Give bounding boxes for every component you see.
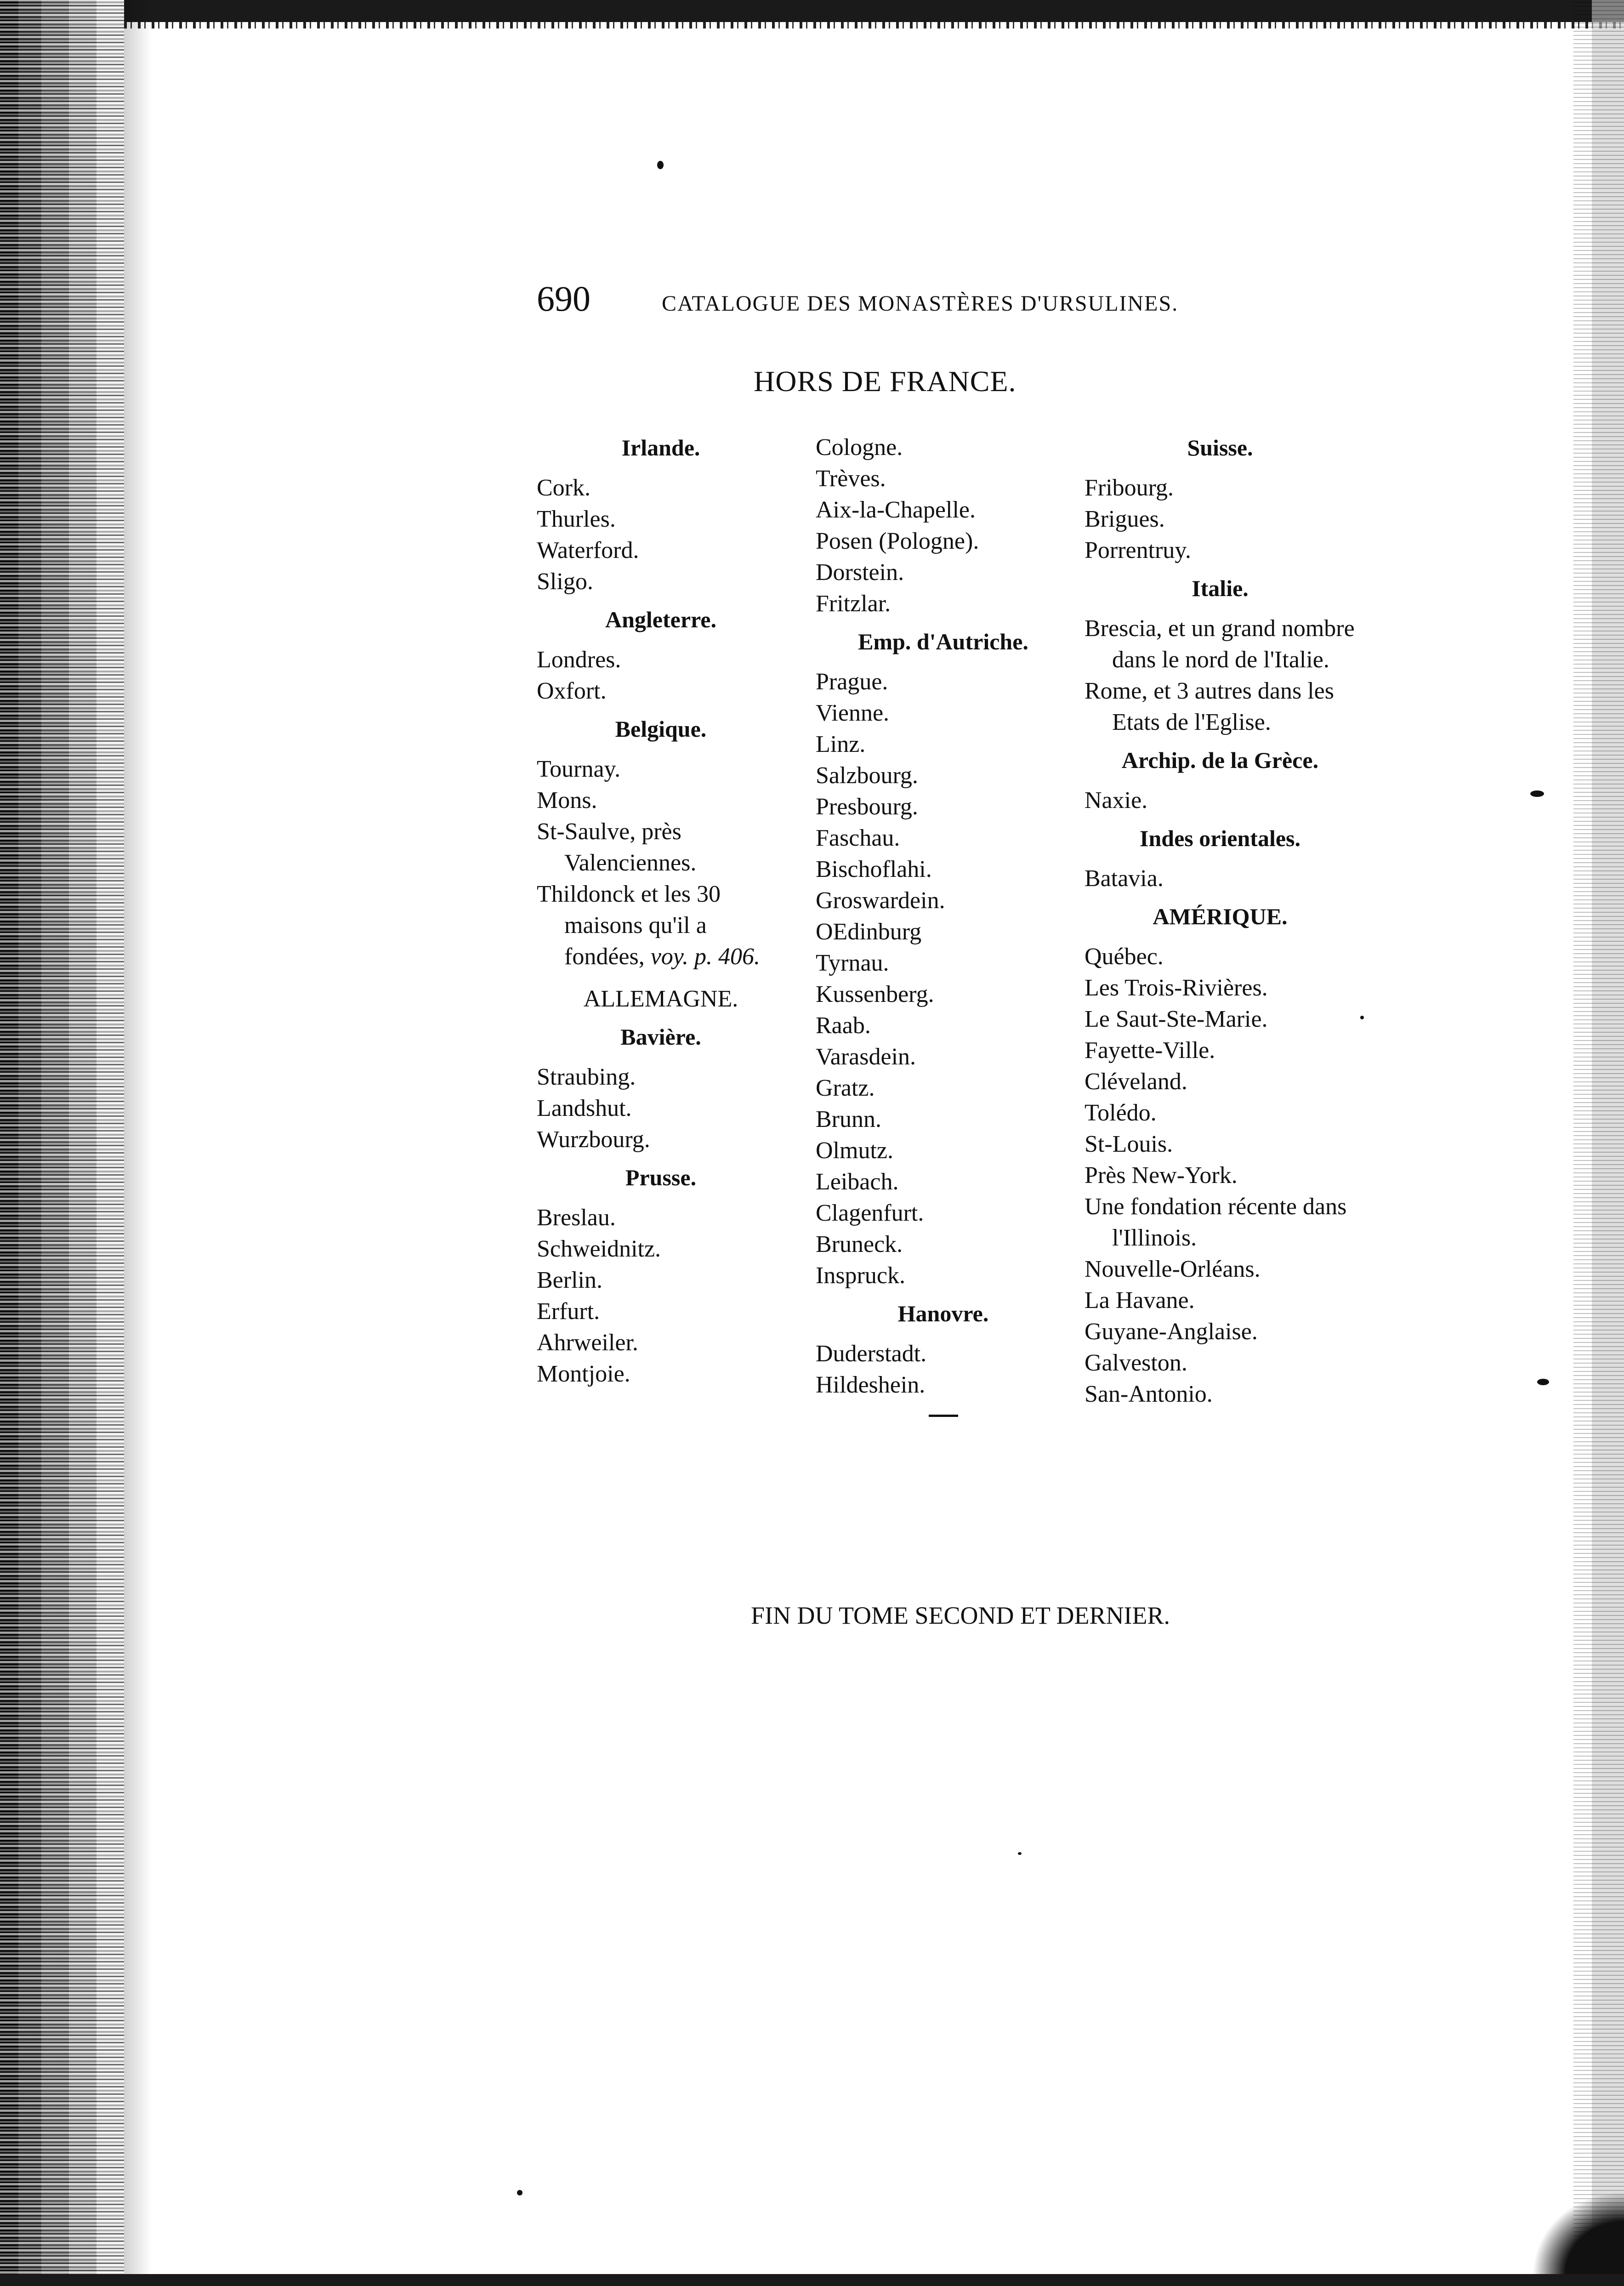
place-item: Nouvelle-Orléans.: [1085, 1256, 1261, 1282]
place-item: Duderstadt.: [816, 1341, 927, 1367]
place-item: Cléveland.: [1085, 1069, 1187, 1095]
place-item: Wurzbourg.: [537, 1126, 650, 1153]
place-item: Le Saut-Ste-Marie.: [1085, 1006, 1268, 1032]
place-item: Straubing.: [537, 1064, 636, 1090]
speck: [1537, 1379, 1549, 1385]
place-item: Québec.: [1085, 944, 1164, 970]
heading-baviere: Bavière.: [620, 1024, 701, 1050]
heading-indes-orientales: Indes orientales.: [1140, 825, 1300, 851]
scan-bottom-corner-shadow: [1532, 2191, 1624, 2274]
place-item: Londres.: [537, 647, 621, 673]
speck: [517, 2190, 522, 2195]
place-item: Porrentruy.: [1085, 537, 1192, 563]
place-item: Rome, et 3 autres dans les Etats de l'Eglise.: [1085, 678, 1334, 735]
speck: [1018, 1852, 1022, 1855]
column-3: [1085, 432, 1356, 1410]
place-item: Aix-la-Chapelle.: [816, 497, 976, 523]
place-item: Les Trois-Rivières.: [1085, 975, 1268, 1001]
place-item: Prague.: [816, 669, 888, 695]
page-header: [537, 278, 1226, 319]
place-item: Trèves.: [816, 466, 886, 492]
heading-belgique: Belgique.: [615, 716, 707, 742]
place-item: Bruneck.: [816, 1231, 903, 1257]
heading-angleterre: Angleterre.: [605, 607, 717, 632]
running-title: CATALOGUE DES MONASTÈRES D'URSULINES.: [662, 291, 1179, 316]
place-item: Mons.: [537, 787, 597, 813]
heading-amerique: AMÉRIQUE.: [1153, 904, 1288, 929]
place-item: Une fondation récente dans l'Illinois.: [1085, 1194, 1347, 1251]
place-item: Clagenfurt.: [816, 1200, 924, 1226]
place-item: Breslau.: [537, 1205, 616, 1231]
scan-bottom-edge: [0, 2274, 1624, 2286]
place-item: Leibach.: [816, 1169, 899, 1195]
place-item: Hildeshein.: [816, 1372, 926, 1398]
place-item: Tournay.: [537, 756, 621, 782]
place-item: Tolédo.: [1085, 1100, 1157, 1126]
colophon: FIN DU TOME SECOND ET DERNIER.: [750, 1602, 1170, 1629]
place-item: Inspruck.: [816, 1262, 905, 1289]
place-item: Brescia, et un grand nombre dans le nord de l'Italie.: [1085, 615, 1355, 673]
scan-top-edge: [0, 0, 1624, 22]
heading-italie: Italie.: [1192, 575, 1249, 601]
place-item: Kussenberg.: [816, 981, 934, 1007]
place-item: Faschau.: [816, 825, 900, 851]
place-item: Montjoie.: [537, 1361, 630, 1387]
heading-grece: Archip. de la Grèce.: [1121, 747, 1319, 773]
heading-suisse: Suisse.: [1187, 435, 1253, 461]
place-item-thildonck: [537, 879, 785, 972]
place-item: Tyrnau.: [816, 950, 889, 976]
heading-allemagne: ALLEMAGNE.: [583, 986, 738, 1012]
place-item: Galveston.: [1085, 1350, 1187, 1376]
place-item: Cork.: [537, 475, 591, 501]
place-item: St-Louis.: [1085, 1131, 1173, 1157]
column-2: [816, 432, 1071, 1417]
place-item: Brigues.: [1085, 506, 1165, 532]
place-item: Guyane-Anglaise.: [1085, 1319, 1258, 1345]
scan-right-edge: [1573, 0, 1624, 2286]
place-item: Erfurt.: [537, 1298, 600, 1325]
speck: [1530, 790, 1544, 797]
place-item: Presbourg.: [816, 794, 918, 820]
place-item: St-Saulve, près Valenciennes.: [537, 819, 697, 876]
scan-left-binding-edge: [0, 0, 124, 2286]
scan-left-shadow: [124, 0, 152, 2286]
speck: [1360, 1016, 1364, 1019]
place-item: Oxfort.: [537, 678, 607, 704]
closing-dash: [929, 1415, 958, 1417]
place-item: Thurles.: [537, 506, 616, 532]
heading-irlande: Irlande.: [621, 435, 700, 461]
place-item: Raab.: [816, 1012, 871, 1039]
section-heading: HORS DE FRANCE.: [754, 365, 1016, 398]
place-item: Brunn.: [816, 1106, 881, 1132]
place-item: Posen (Pologne).: [816, 528, 979, 554]
place-item: Linz.: [816, 731, 866, 757]
place-item: San-Antonio.: [1085, 1381, 1213, 1407]
place-item: Varasdein.: [816, 1044, 916, 1070]
place-item: OEdinburg: [816, 919, 922, 945]
place-item: Groswardein.: [816, 887, 945, 914]
place-item: Bischoflahi.: [816, 856, 932, 882]
place-item: Salzbourg.: [816, 762, 918, 789]
speck: [657, 161, 664, 169]
place-item: Fayette-Ville.: [1085, 1037, 1215, 1063]
page-number: 690: [537, 279, 591, 318]
place-item: Waterford.: [537, 537, 639, 563]
place-item: Naxie.: [1085, 787, 1148, 813]
thildonck-text: Thildonck et les 30 maisons qu'il a fondées,: [537, 881, 721, 970]
place-item: Dorstein.: [816, 559, 904, 586]
place-item: Berlin.: [537, 1267, 602, 1293]
place-item: Sligo.: [537, 569, 593, 595]
page-reference: voy. p. 406.: [650, 944, 761, 970]
place-item: Fribourg.: [1085, 475, 1174, 501]
place-item: Cologne.: [816, 434, 903, 461]
heading-prusse: Prusse.: [625, 1165, 697, 1190]
heading-hanovre: Hanovre.: [897, 1301, 989, 1326]
place-item: Schweidnitz.: [537, 1236, 661, 1262]
place-item: Batavia.: [1085, 865, 1164, 892]
place-item: La Havane.: [1085, 1287, 1195, 1314]
place-item: Landshut.: [537, 1095, 632, 1121]
column-1: [537, 432, 785, 1390]
place-item: Ahrweiler.: [537, 1330, 638, 1356]
place-item: Vienne.: [816, 700, 890, 726]
place-item: Olmutz.: [816, 1137, 893, 1164]
heading-autriche: Emp. d'Autriche.: [858, 629, 1028, 654]
place-item: Près New-York.: [1085, 1162, 1238, 1188]
scan-top-edge-noise: [0, 22, 1624, 28]
place-item: Fritzlar.: [816, 591, 891, 617]
place-item: Gratz.: [816, 1075, 875, 1101]
